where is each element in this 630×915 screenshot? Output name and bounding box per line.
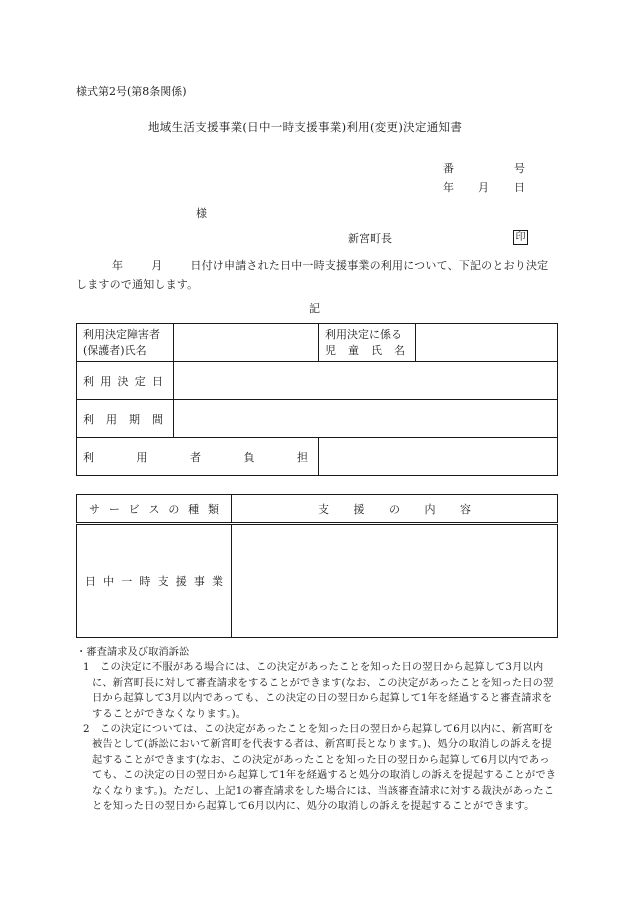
date-day-label: 日: [514, 181, 525, 194]
service-type-header: [77, 495, 232, 524]
support-content-header-text: [238, 501, 551, 517]
char: 用: [106, 412, 117, 426]
char: 者: [190, 450, 201, 464]
char: 容: [460, 502, 471, 516]
char: 童: [348, 343, 359, 357]
service-name-cell: [77, 524, 232, 638]
char: 日: [85, 575, 96, 588]
char: 利: [83, 450, 94, 464]
char: 援: [175, 575, 187, 588]
service-table: [76, 494, 558, 638]
addressee-suffix: 様: [196, 207, 207, 220]
char: 一: [121, 575, 133, 588]
char: 日: [152, 374, 163, 388]
support-content-field[interactable]: [232, 524, 558, 638]
char: 決: [117, 374, 129, 388]
char: 中: [103, 575, 115, 588]
child-name-label: [319, 324, 416, 362]
char: 間: [152, 412, 163, 426]
decision-table: [76, 323, 558, 476]
char: 児: [325, 343, 336, 357]
period-field[interactable]: [174, 400, 558, 438]
char: 時: [139, 575, 151, 588]
guardian-name-field[interactable]: [174, 324, 319, 362]
char: 用: [136, 450, 148, 464]
date-year-label: 年: [443, 181, 454, 194]
guardian-label-line1: 利用決定障害者: [83, 327, 160, 341]
burden-label-text: [83, 449, 312, 465]
document-title: 地域生活支援事業(日中一時支援事業)利用(変更)決定通知書: [148, 120, 463, 134]
char: 担: [297, 450, 308, 464]
issuer-name: 新宮町長: [348, 232, 392, 245]
decision-date-field[interactable]: [174, 362, 558, 400]
child-label-line2: [325, 343, 409, 359]
seal-mark: 印: [513, 230, 528, 245]
char: 事: [193, 575, 205, 588]
support-content-header: [232, 495, 558, 524]
child-label-line1: 利用決定に係る: [325, 327, 402, 341]
number-label: 番: [443, 162, 454, 175]
decision-date-label-text: [83, 373, 167, 389]
char: 利: [83, 374, 94, 388]
char: サ: [89, 502, 100, 516]
char: ス: [148, 502, 160, 516]
char: 内: [424, 502, 436, 516]
body-text: 日付け申請された日中一時支援事業の利用について、下記のとおり決定しますので通知します。: [76, 259, 549, 291]
burden-field[interactable]: [319, 438, 558, 476]
decision-date-label: [77, 362, 174, 400]
char: 利: [83, 412, 94, 426]
body-month-label: 月: [151, 259, 163, 272]
char: 名: [394, 343, 405, 357]
char: の: [389, 502, 400, 516]
char: 氏: [371, 343, 382, 357]
ki-heading: 記: [309, 302, 320, 315]
char: 定: [134, 374, 146, 388]
number-suffix: 号: [514, 162, 525, 175]
char: 種: [188, 502, 200, 516]
char: 負: [243, 450, 255, 464]
period-label: [77, 400, 174, 438]
guardian-name-label: [77, 324, 174, 362]
notice-body: [76, 256, 558, 294]
char: 業: [211, 575, 223, 588]
notes-heading: ・審査請求及び取消訴訟: [76, 646, 190, 658]
char: 期: [129, 412, 140, 426]
body-year-label: 年: [112, 259, 124, 272]
service-name-text: [83, 573, 225, 589]
note-item-2: 2 この決定については、この決定があったことを知った日の翌日から起算して6月以内に、新宮町を被告として(訴訟において新宮町を代表する者は、新宮町長となります。)、処分の取消しの訴えを提起することができます(なお、この決定があったことを知った日の翌日から起算して6月以内であっても、この決定の日の翌日から起算して1年を経過すると処分の取消しの訴えを提起することができなくなります。)。ただし、上記1の審査請求をした場合には、当該審査請求に対する裁決があったことを知った日の翌日から起算して6月以内に、処分の取消しの訴えを提起することができます。: [83, 723, 557, 813]
appeal-notes: [76, 645, 560, 814]
char: 支: [318, 502, 329, 516]
child-name-field[interactable]: [416, 324, 558, 362]
form-number: 様式第2号(第8条関係): [76, 85, 187, 98]
date-month-label: 月: [478, 181, 489, 194]
guardian-label-line2: (保護者)氏名: [83, 343, 147, 357]
char: 支: [157, 575, 169, 588]
burden-label: [77, 438, 319, 476]
char: 類: [207, 502, 219, 516]
char: ビ: [128, 502, 140, 516]
char: 援: [353, 502, 365, 516]
service-type-header-text: [83, 501, 225, 517]
char: ー: [108, 502, 120, 516]
note-item-1: 1 この決定に不服がある場合には、この決定があったことを知った日の翌日から起算して3月以内に、新宮町長に対して審査請求をすることができます(なお、この決定があったことを知った日の翌日から起算して3月以内であっても、この決定の日の翌日から起算して1年を経過すると審査請求をすることができなくなります。)。: [83, 661, 554, 720]
period-label-text: [83, 411, 167, 427]
char: の: [168, 502, 180, 516]
char: 用: [100, 374, 112, 388]
